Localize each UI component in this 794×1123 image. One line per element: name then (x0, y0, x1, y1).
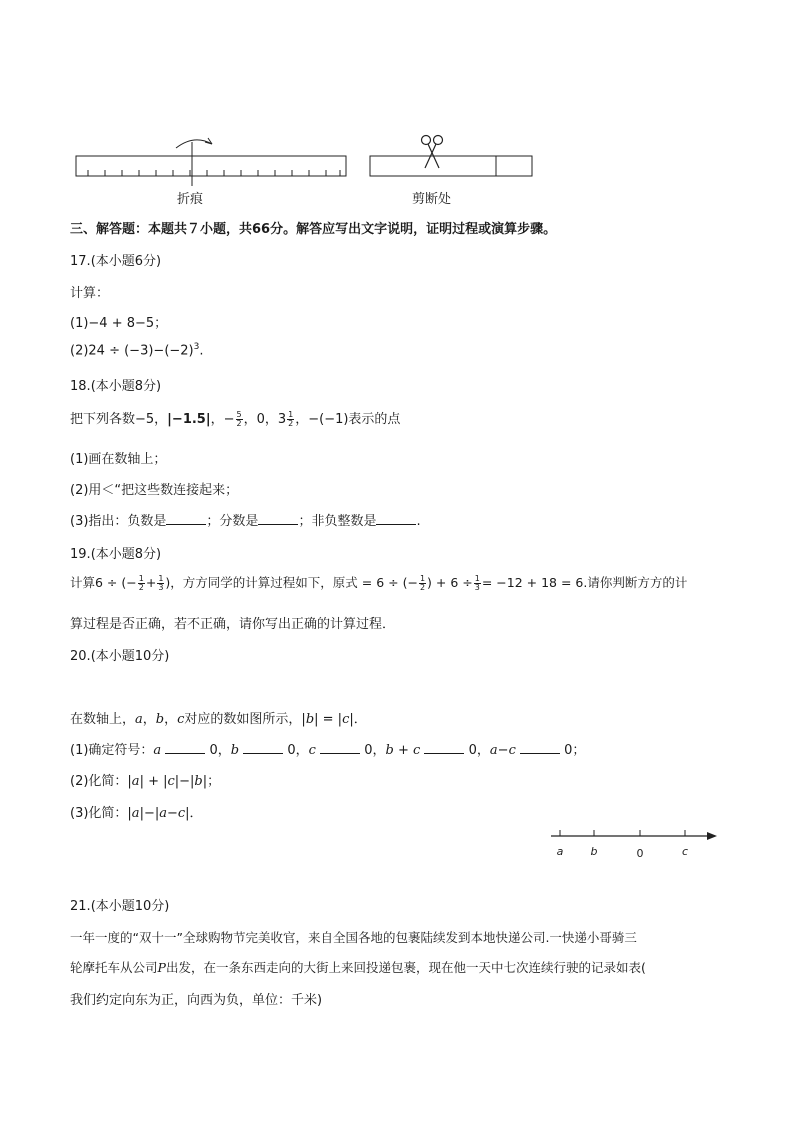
number-line-figure (545, 822, 725, 862)
var-c: c (177, 712, 185, 727)
q18-text-c: ，−(−1)表示的点 (295, 412, 401, 427)
q20-number: 20. (70, 649, 91, 664)
q19-header (70, 543, 161, 562)
answer-blank[interactable] (520, 741, 560, 754)
frac-denominator: 2 (419, 583, 426, 592)
answer-blank[interactable] (424, 741, 464, 754)
q20-part3 (70, 802, 203, 821)
q18-text-a: 把下列各数−5， (70, 412, 168, 427)
frac-numerator: 1 (288, 410, 294, 419)
axis-label-b: b (590, 845, 598, 858)
frac-numerator: 1 (474, 574, 480, 583)
fold-label: 折痕 (177, 192, 204, 207)
answer-blank[interactable] (166, 512, 206, 525)
q17-part2-end: . (199, 343, 204, 359)
frac-numerator: 1 (138, 574, 144, 583)
var-a: a (131, 774, 140, 789)
answer-blank[interactable] (258, 512, 298, 525)
number-line-arrow (707, 832, 717, 840)
q21-number: 21. (70, 899, 91, 914)
q20-part1 (70, 739, 585, 758)
q21-line2 (70, 958, 646, 976)
frac-denominator: 2 (288, 419, 294, 428)
q20-p3-c: |． (185, 806, 203, 821)
zero: 0 (287, 743, 296, 758)
frac-denominator: 2 (138, 583, 144, 592)
q20-p2-c: |−| (174, 774, 195, 789)
var-c: c (308, 743, 316, 758)
var-a: a (153, 743, 162, 758)
q18-part1: (1)画在数轴上； (70, 452, 167, 467)
q17-header (70, 250, 161, 269)
q21-l2-b: 出发，在一条东西走向的大街上来回投递包裹，现在他一天中七次连续行驶的记录如表( (165, 960, 646, 975)
q18-part3 (70, 510, 421, 529)
frac-numerator: 5 (236, 410, 242, 419)
q20-intro-d: |． (349, 712, 367, 727)
q18-text-b: ，0，3 (243, 412, 287, 427)
var-a: a (131, 806, 140, 821)
q18-sep: ，− (210, 412, 235, 427)
answer-blank[interactable] (165, 741, 205, 754)
var-c: c (167, 774, 175, 789)
q20-p2-a: (2)化简：| (70, 774, 132, 789)
q21-line1: 一年一度的“双十一”全球购物节完美收官，来自全国各地的包裹陆续发到本地快递公司.一快递小哥骑三 (70, 930, 637, 945)
ruler-strip (76, 156, 346, 176)
axis-label-a: a (556, 845, 564, 858)
plus-sign: + (398, 743, 409, 758)
q18-p3-end: . (416, 514, 421, 529)
q19-fraction (157, 575, 164, 592)
frac-denominator: 3 (474, 583, 480, 592)
comma: ， (217, 743, 231, 758)
var-b: b (305, 712, 315, 727)
q20-intro-c: | = | (314, 712, 343, 727)
section-heading: 三、解答题：本题共７小题，共66分。解答应写出文字说明，证明过程或演算步骤。 (70, 222, 557, 237)
q17-part2 (70, 342, 204, 358)
frac-numerator: 1 (419, 574, 426, 583)
q17-exponent: 3 (193, 342, 200, 352)
comma: ， (142, 712, 156, 727)
axis-label-zero: 0 (636, 847, 644, 860)
q19-l1-e: = −12 + 18 = 6.请你判断方方的计 (481, 575, 688, 590)
q20-part2 (70, 770, 220, 789)
q19-fraction (474, 575, 481, 592)
q18-statement (70, 408, 400, 428)
q18-p3-a: (3)指出：负数是 (70, 514, 167, 529)
comma: ， (164, 712, 178, 727)
q18-fraction-5-2 (236, 411, 243, 428)
zero: 0 (468, 743, 477, 758)
answer-blank[interactable] (376, 512, 416, 525)
q19-fraction (138, 575, 145, 592)
q21-header (70, 895, 169, 914)
q18-abs-value: |−1.5| (167, 412, 211, 427)
q19-fraction (419, 575, 426, 592)
q18-number: 18. (70, 379, 91, 394)
minus-sign: − (166, 806, 178, 821)
var-p: P (157, 960, 166, 975)
q21-line3: 我们约定向东为正，向西为负，单位：千米) (70, 993, 323, 1008)
q19-line1 (70, 573, 687, 592)
q20-p3-b: |−| (139, 806, 160, 821)
q17-number: 17. (70, 254, 91, 269)
q19-line2: 算过程是否正确，若不正确，请你写出正确的计算过程． (70, 617, 396, 632)
minus-sign: − (497, 743, 509, 758)
q20-intro (70, 708, 367, 727)
comma: ， (372, 743, 386, 758)
q17-part2-text: (2)24 ÷ (−3)−(−2) (70, 343, 194, 359)
var-c: c (177, 806, 186, 821)
frac-denominator: 2 (236, 419, 242, 428)
var-a: a (489, 743, 498, 758)
folded-ruler-figure (70, 128, 360, 213)
comma: ， (476, 743, 490, 758)
q20-points: (本小题10分) (90, 649, 170, 664)
var-c: c (413, 743, 421, 758)
strip-rect (370, 156, 532, 176)
var-b: b (230, 743, 240, 758)
q20-p2-b: | + | (139, 774, 168, 789)
var-c: c (342, 712, 350, 727)
answer-blank[interactable] (320, 741, 360, 754)
ruler-ticks (88, 170, 340, 176)
zero: 0 (364, 743, 373, 758)
axis-label-c: c (681, 845, 689, 858)
q17-points: (本小题6分) (90, 254, 162, 269)
q20-p3-a: (3)化简：| (70, 806, 132, 821)
var-a: a (135, 712, 143, 727)
frac-numerator: 1 (158, 574, 164, 583)
var-b: b (155, 712, 165, 727)
var-b: b (194, 774, 203, 789)
q19-number: 19. (70, 547, 91, 562)
q18-header (70, 375, 161, 394)
q20-p2-d: |； (202, 774, 221, 789)
var-c: c (508, 743, 516, 758)
q19-points: (本小题8分) (90, 547, 162, 562)
frac-denominator: 3 (158, 583, 164, 592)
fold-arrow (176, 140, 212, 148)
answer-blank[interactable] (243, 741, 283, 754)
q18-points: (本小题8分) (90, 379, 162, 394)
q19-l1-a: 计算6 ÷ (− (70, 575, 137, 590)
zero: 0 (564, 743, 573, 758)
var-b: b (385, 743, 394, 758)
q18-p3-b: ；分数是 (206, 514, 259, 529)
q20-header (70, 645, 169, 664)
semicolon: ； (572, 743, 586, 758)
comma: ， (295, 743, 309, 758)
q19-l1-b: + (145, 575, 157, 590)
q21-l2-a: 轮摩托车从公司 (70, 960, 158, 975)
q19-l1-c: )，方方同学的计算过程如下，原式 = 6 ÷ (− (165, 575, 418, 590)
q20-p1-a: (1)确定符号： (70, 743, 154, 758)
q20-intro-a: 在数轴上， (70, 712, 136, 727)
cut-strip-figure (365, 128, 540, 213)
cut-label: 剪断处 (412, 192, 452, 207)
zero: 0 (209, 743, 218, 758)
q17-part1: (1)−4 + 8−5； (70, 316, 168, 331)
q18-fraction-1-2 (287, 411, 294, 428)
q18-p3-c: ；非负整数是 (298, 514, 377, 529)
q17-prompt: 计算： (70, 286, 110, 301)
q18-part2: (2)用＜“把这些数连接起来； (70, 483, 239, 498)
q19-l1-d: ) + 6 ÷ (427, 575, 473, 590)
scissors-icon (422, 136, 443, 169)
var-a: a (159, 806, 167, 821)
q21-points: (本小题10分) (90, 899, 170, 914)
q20-intro-b: 对应的数如图所示，| (184, 712, 306, 727)
